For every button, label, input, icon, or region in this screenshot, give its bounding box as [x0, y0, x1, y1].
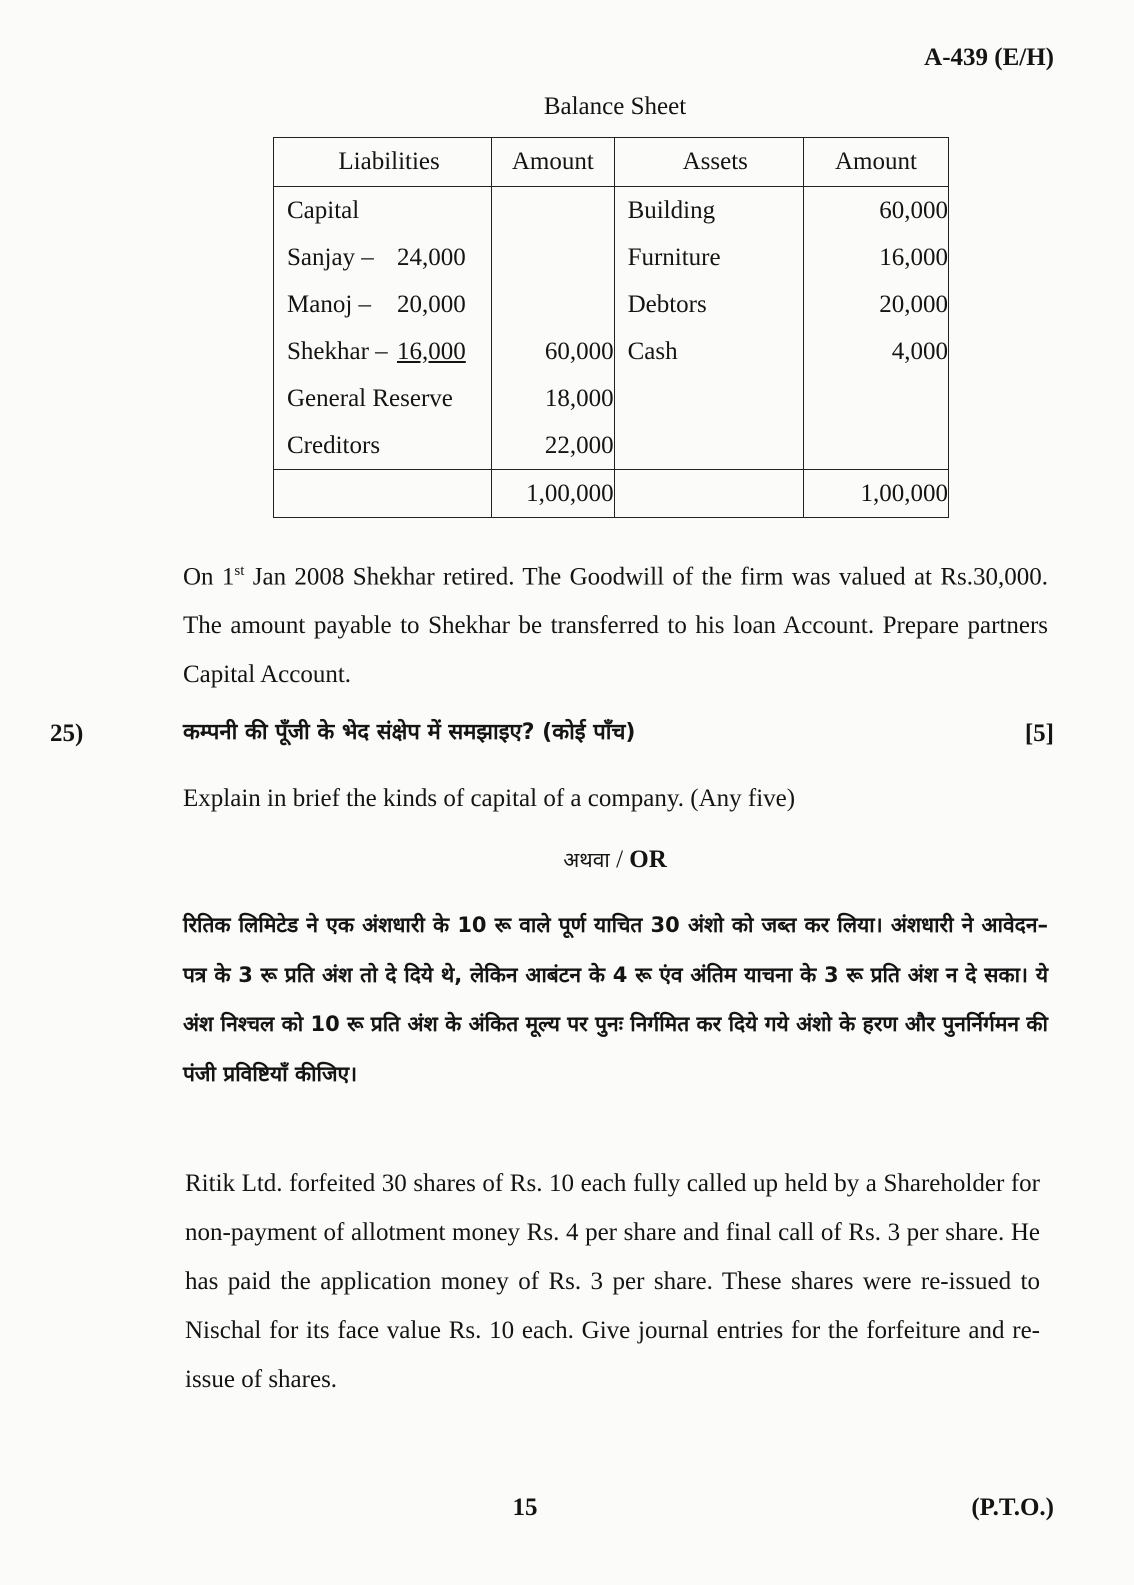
question-number: 25)	[50, 720, 84, 747]
asset-amount-cell: 20,000	[803, 281, 948, 328]
asset-cell: Debtors	[614, 281, 803, 328]
ordinal-suffix: st	[234, 563, 245, 579]
partner-capital: 20,000	[397, 290, 466, 318]
table-row	[274, 375, 949, 422]
question-marks: [5]	[1024, 720, 1054, 747]
asset-cell: Furniture	[614, 234, 803, 281]
q25-english: Explain in brief the kinds of capital of a company. (Any five)	[183, 785, 796, 812]
q24-text-rest: Jan 2008 Shekhar retired. The Goodwill of the firm was valued at Rs.30,000. The amount payable to Shekhar be transferred to his loan Account. Prepare partners Capital Account.	[183, 563, 1048, 689]
asset-amount-cell	[803, 422, 948, 470]
asset-amount-cell: 60,000	[803, 187, 948, 235]
liability-cell: Creditors	[274, 422, 492, 470]
liability-cell	[274, 281, 492, 328]
liab-amount-cell	[492, 281, 614, 328]
liab-amount-cell: 18,000	[492, 375, 614, 422]
asset-amount-cell	[803, 375, 948, 422]
liability-cell: Capital	[274, 187, 492, 235]
liability-cell: General Reserve	[274, 375, 492, 422]
table-row	[274, 234, 949, 281]
liab-amount-cell	[492, 187, 614, 235]
header-liabilities: Liabilities	[274, 138, 492, 187]
or-english: OR	[629, 846, 667, 873]
liab-amount-cell: 22,000	[492, 422, 614, 470]
q25-alt-hindi: रितिक लिमिटेड ने एक अंशधारी के 10 रू वाले पूर्ण याचित 30 अंशो को जब्त कर लिया। अंशधारी ने आवेदन–पत्र के 3 रू प्रति अंश तो दे दिये थे, लेकिन आबंटन के 4 रू एंव अंतिम याचना के 3 रू प्रति अंश न दे सका। ये अंश निश्चल को 10 रू प्रति अंश के अंकित मूल्य पर पुनः निर्गमित कर दिये गये अंशो के हरण और पुनर्निर्गमन की पंजी प्रविष्टियाँ कीजिए।	[183, 913, 1048, 1086]
or-hindi: अथवा	[563, 848, 610, 872]
asset-amount-cell: 4,000	[803, 328, 948, 375]
asset-cell	[614, 375, 803, 422]
q24-text-start: On 1	[183, 563, 235, 591]
total-label-cell	[614, 470, 803, 518]
liability-cell	[274, 328, 492, 375]
table-row	[274, 281, 949, 328]
paper-code: A-439 (E/H)	[924, 44, 1054, 71]
total-label-cell	[274, 470, 492, 518]
total-assets: 1,00,000	[803, 470, 948, 518]
table-row	[274, 187, 949, 235]
liab-amount-cell	[492, 234, 614, 281]
liability-cell	[274, 234, 492, 281]
asset-cell	[614, 422, 803, 470]
table-header-row	[274, 138, 949, 187]
asset-cell: Building	[614, 187, 803, 235]
q25-alt-english: Ritik Ltd. forfeited 30 shares of Rs. 10 each fully called up held by a Shareholder for non-payment of allotment money Rs. 4 per share and final call of Rs. 3 per share. He has paid the application money of Rs. 3 per share. These shares were re-issued to Nischal for its face value Rs. 10 each. Give journal entries for the forfeiture and re-issue of shares.	[185, 1170, 1040, 1393]
balance-sheet-title: Balance Sheet	[543, 93, 687, 120]
header-amount: Amount	[803, 138, 948, 187]
partner-capital: 16,000	[397, 337, 466, 365]
q24-text	[183, 547, 1048, 699]
balance-sheet-table	[273, 137, 949, 518]
table-row	[274, 422, 949, 470]
partner-name: Sanjay –	[287, 243, 374, 271]
total-liabilities: 1,00,000	[492, 470, 614, 518]
q25-hindi: कम्पनी की पूँजी के भेद संक्षेप में समझाइए? (कोई पाँच)	[183, 720, 636, 745]
total-row	[274, 470, 949, 518]
asset-cell: Cash	[614, 328, 803, 375]
partner-capital: 24,000	[397, 243, 466, 271]
page-number: 15	[512, 1494, 538, 1521]
header-amount: Amount	[492, 138, 614, 187]
partner-name: Manoj –	[287, 290, 372, 318]
header-assets: Assets	[614, 138, 803, 187]
or-slash: /	[609, 846, 630, 873]
asset-amount-cell: 16,000	[803, 234, 948, 281]
partner-name: Shekhar –	[287, 337, 388, 365]
pto-label: (P.T.O.)	[971, 1494, 1054, 1521]
or-separator	[0, 846, 1134, 874]
table-row	[274, 328, 949, 375]
liab-amount-cell: 60,000	[492, 328, 614, 375]
